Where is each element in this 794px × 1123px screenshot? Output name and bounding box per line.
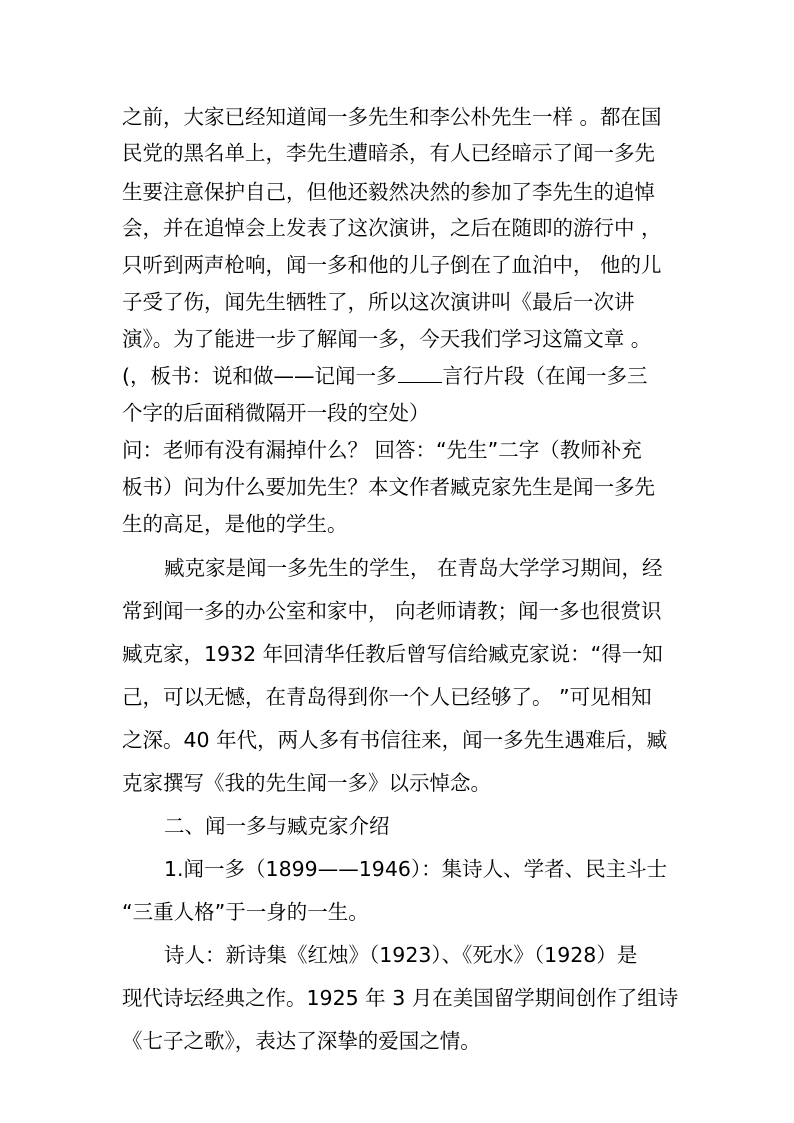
text-line: 生的高足，是他的学生。 — [122, 512, 348, 536]
blackboard-note-line — [122, 362, 648, 390]
text-line: 子受了伤，闻先生牺牲了，所以这次演讲叫《最后一次讲 — [122, 290, 635, 314]
paragraph-first-line: 诗人：新诗集《红烛》（1923）、《死水》（1928）是 — [164, 943, 638, 967]
blackboard-note-start: (，板书：说和做——记闻一多 — [122, 364, 397, 388]
text-line: 常到闻一多的办公室和家中， 向老师请教；闻一多也很赏识 — [122, 599, 662, 623]
text-line: 《七子之歌》，表达了深挚的爱国之情。 — [122, 1029, 481, 1053]
text-line: 个字的后面稍微隔开一段的空处） — [122, 401, 430, 425]
text-line: 民党的黑名单上，李先生遭暗杀，有人已经暗示了闻一多先 — [122, 141, 655, 165]
text-line: “三重人格”于一身的一生。 — [122, 900, 369, 924]
text-line: 现代诗坛经典之作。1925 年 3 月在美国留学期间创作了组诗 — [122, 986, 679, 1010]
text-line: 生要注意保护自己，但他还毅然决然的参加了李先生的追悼 — [122, 180, 655, 204]
text-line: 臧克家，1932 年回清华任教后曾写信给臧克家说：“得一知 — [122, 642, 663, 666]
text-line: 会，并在追悼会上发表了这次演讲，之后在随即的游行中 ， — [122, 216, 662, 240]
text-line: 之前，大家已经知道闻一多先生和李公朴先生一样 。都在国 — [122, 105, 662, 129]
section-heading: 二、闻一多与臧克家介绍 — [164, 814, 390, 838]
text-line: 问：老师有没有漏掉什么？ 回答：“先生”二字（教师补充 — [122, 438, 642, 462]
text-line: 演》。为了能进一步了解闻一多，今天我们学习这篇文章 。 — [122, 327, 652, 351]
paragraph-first-line: 臧克家是闻一多先生的学生， 在青岛大学学习期间，经 — [164, 556, 663, 580]
text-line: 板书）问为什么要加先生？本文作者臧克家先生是闻一多先 — [122, 475, 655, 499]
list-item: 1.闻一多（1899——1946）：集诗人、学者、民主斗士 — [164, 857, 668, 881]
text-line: 之深。40 年代，两人多有书信往来，闻一多先生遇难后，臧 — [122, 728, 668, 752]
text-line: 己，可以无憾，在青岛得到你一个人已经够了。 ”可见相知 — [122, 685, 652, 709]
text-line: 只听到两声枪响，闻一多和他的儿子倒在了血泊中， 他的儿 — [122, 253, 662, 277]
fill-in-blank — [398, 364, 442, 383]
blackboard-note-end: 言行片段（在闻一多三 — [442, 364, 648, 388]
text-line: 克家撰写《我的先生闻一多》以示悼念。 — [122, 771, 491, 795]
